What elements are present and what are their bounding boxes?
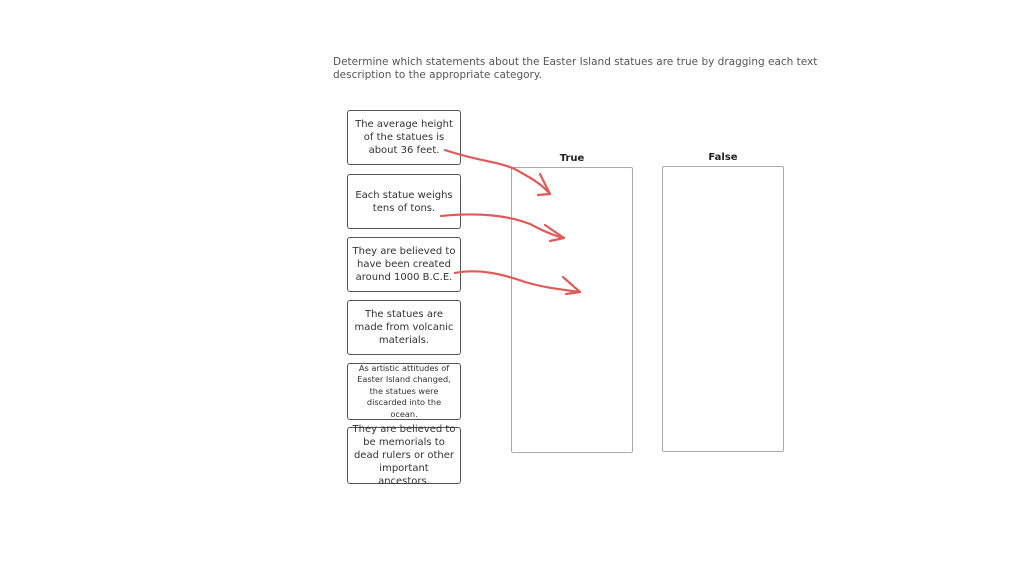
false-drop-zone[interactable] [662, 166, 784, 452]
statement-card-height[interactable]: The average height of the statues is about 36 feet. [347, 110, 461, 165]
instructions: Determine which statements about the Easter Island statues are true by dragging each text description to the appropriate category. [333, 56, 818, 81]
statement-card-discarded[interactable]: As artistic attitudes of Easter Island changed, the statues were discarded into the ocean. [347, 363, 461, 420]
false-category-label: False [708, 152, 738, 163]
statement-card-memorials[interactable]: They are believed to be memorials to dead rulers or other important ancestors. [347, 427, 461, 484]
true-drop-zone[interactable] [511, 167, 633, 453]
true-category-label: True [559, 153, 585, 164]
statement-card-volcanic[interactable]: The statues are made from volcanic materials. [347, 300, 461, 355]
statement-card-weight[interactable]: Each statue weighs tens of tons. [347, 174, 461, 229]
statement-card-created[interactable]: They are believed to have been created around 1000 B.C.E. [347, 237, 461, 292]
